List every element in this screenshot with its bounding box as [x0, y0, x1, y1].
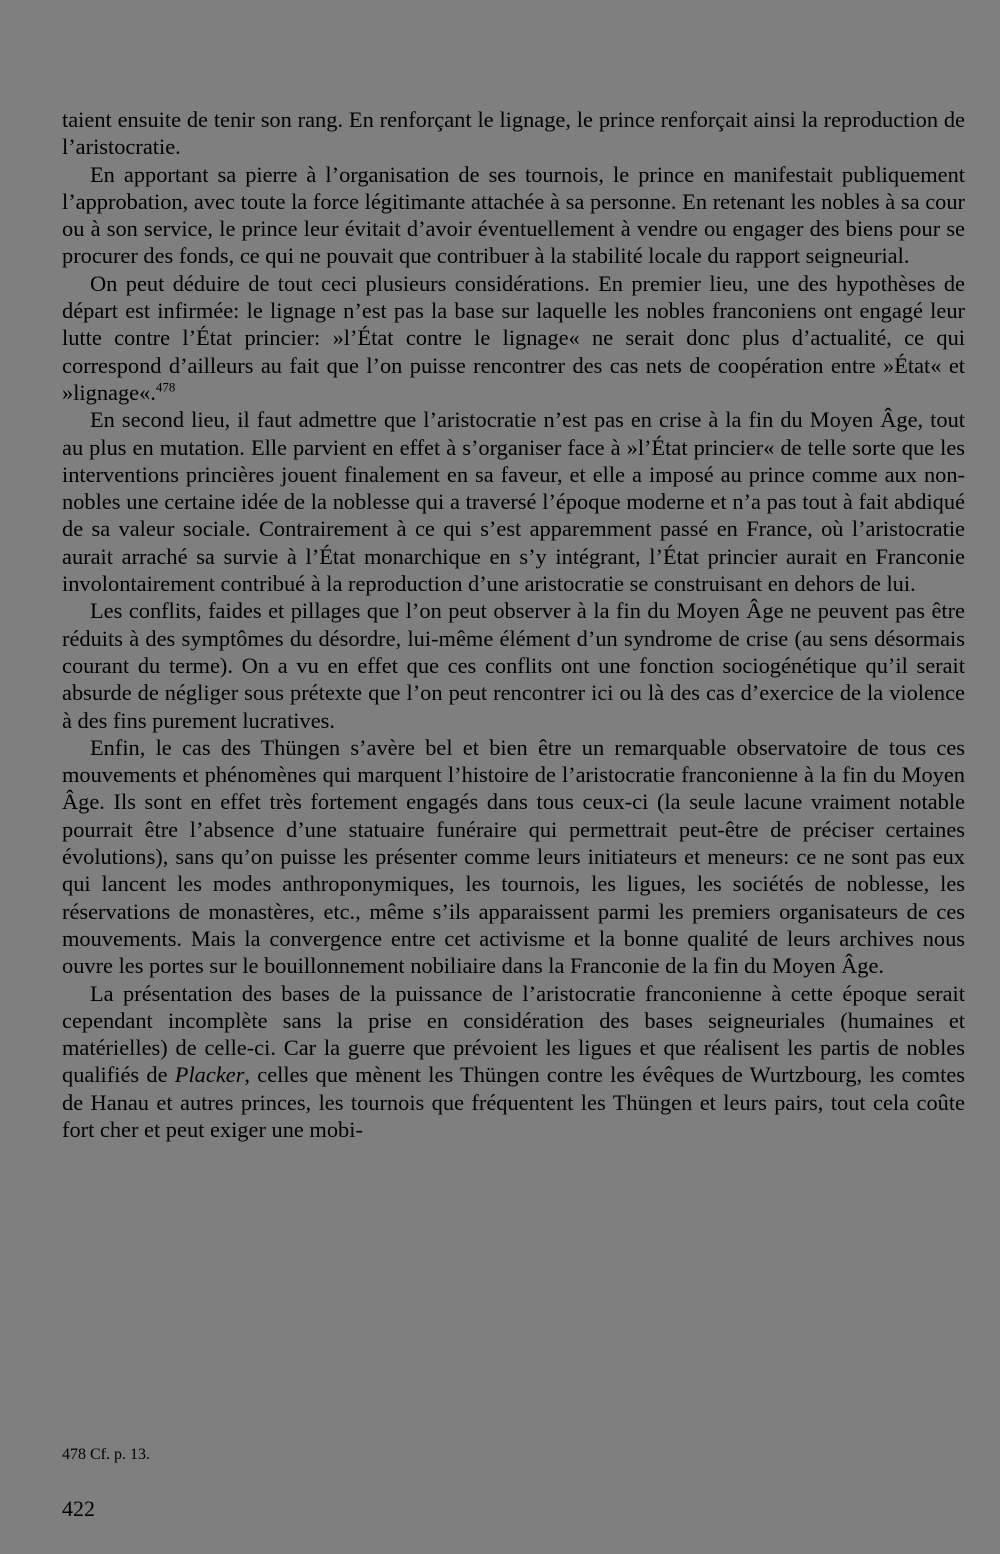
footnote-reference: 478 — [155, 379, 176, 395]
paragraph-7 — [62, 980, 965, 1144]
paragraph-2: En apportant sa pierre à l’organisation de ses tournois, le prince en manifestait publiquement l’approbation, avec toute la force légitimante attachée à sa personne. En retenant les nobles à sa cour ou à son service, le prince leur évitait d’avoir éventuellement à vendre ou engager des biens pour se procurer des fonds, ce qui ne pouvait que contribuer à la stabilité locale du rapport seigneurial. — [62, 161, 965, 269]
footnote: 478 Cf. p. 13. — [62, 1446, 150, 1463]
paragraph-7-text-end: , celles que mènent les Thüngen contre les évêques de Wurtzbourg, les comtes de Hanau et autres princes, les tournois que fréquentent les Thüngen et leurs pairs, tout cela coûte fort cher et peut exiger une mobi- — [62, 1062, 965, 1142]
main-text — [62, 106, 965, 1143]
paragraph-6: Enfin, le cas des Thüngen s’avère bel et bien être un remarquable observatoire de tous ces mouvements et phénomènes qui marquent l’histoire de l’aristocratie franconienne à la fin du Moyen Âge. Ils sont en effet très fortement engagés dans tous ceux-ci (la seule lacune vraiment notable pourrait être l’absence d’une statuaire funéraire qui permettrait peut-être de préciser certaines évolutions), sans qu’on puisse les présenter comme leurs initiateurs et meneurs: ce ne sont pas eux qui lancent les modes anthroponymiques, les tournois, les ligues, les sociétés de noblesse, les réservations de monastères, etc., même s’ils apparaissent parmi les premiers organisateurs de ces mouvements. Mais la convergence entre cet activisme et la bonne qualité de leurs archives nous ouvre les portes sur le bouillonnement nobiliaire dans la Franconie de la fin du Moyen Âge. — [62, 734, 965, 979]
paragraph-5: Les conflits, faides et pillages que l’on peut observer à la fin du Moyen Âge ne peuvent pas être réduits à des symptômes du désordre, lui-même élément d’un syndrome de crise (au sens désormais courant du terme). On a vu en effet que ces conflits ont une fonction sociogénétique qu’il serait absurde de négliger sous prétexte que l’on peut rencontrer ici ou là des cas d’exercice de la violence à des fins purement lucratives. — [62, 598, 965, 733]
paragraph-3 — [62, 270, 965, 406]
paragraph-1: taient ensuite de tenir son rang. En renforçant le lignage, le prince renforçait ainsi la reproduction de l’aristocratie. — [62, 107, 965, 160]
paragraph-7-text-start: La présentation des bases de la puissance de l’aristocratie franconienne à cette époque serait cependant incomplète sans la prise en considération des bases seigneuriales (humaines et matérielles) de celle-ci. Car la guerre que prévoient les ligues et que réalisent les partis de nobles qualifiés de — [62, 980, 965, 1088]
paragraph-4: En second lieu, il faut admettre que l’aristocratie n’est pas en crise à la fin du Moyen Âge, tout au plus en mutation. Elle parvient en effet à s’organiser face à »l’État princier« de telle sorte que les interventions princières jouent finalement en sa faveur, et elle a imposé au prince comme aux non-nobles une certaine idée de la noblesse qui a traversé l’époque moderne et n’a pas tout à fait abdiqué de sa valeur sociale. Contrairement à ce qui s’est apparemment passé en France, où l’aristocratie aurait arraché sa survie à l’État monarchique en s’y intégrant, l’État princier aurait en Franconie involontairement contribué à la reproduction d’une aristocratie se construisant en dehors de lui. — [62, 407, 965, 597]
page-number: 422 — [62, 1496, 95, 1521]
placker-term: Placker — [174, 1062, 245, 1088]
paragraph-3-text: On peut déduire de tout ceci plusieurs considérations. En premier lieu, une des hypothèses de départ est infirmée: le lignage n’est pas la base sur laquelle les nobles franconiens ont engagé leur lutte contre l’État princier: »l’État contre le lignage« ne serait donc plus d’actualité, ce qui correspond d’ailleurs au fait que l’on puisse rencontrer des cas nets de coopération entre »État« et »lignage«. — [62, 270, 965, 405]
